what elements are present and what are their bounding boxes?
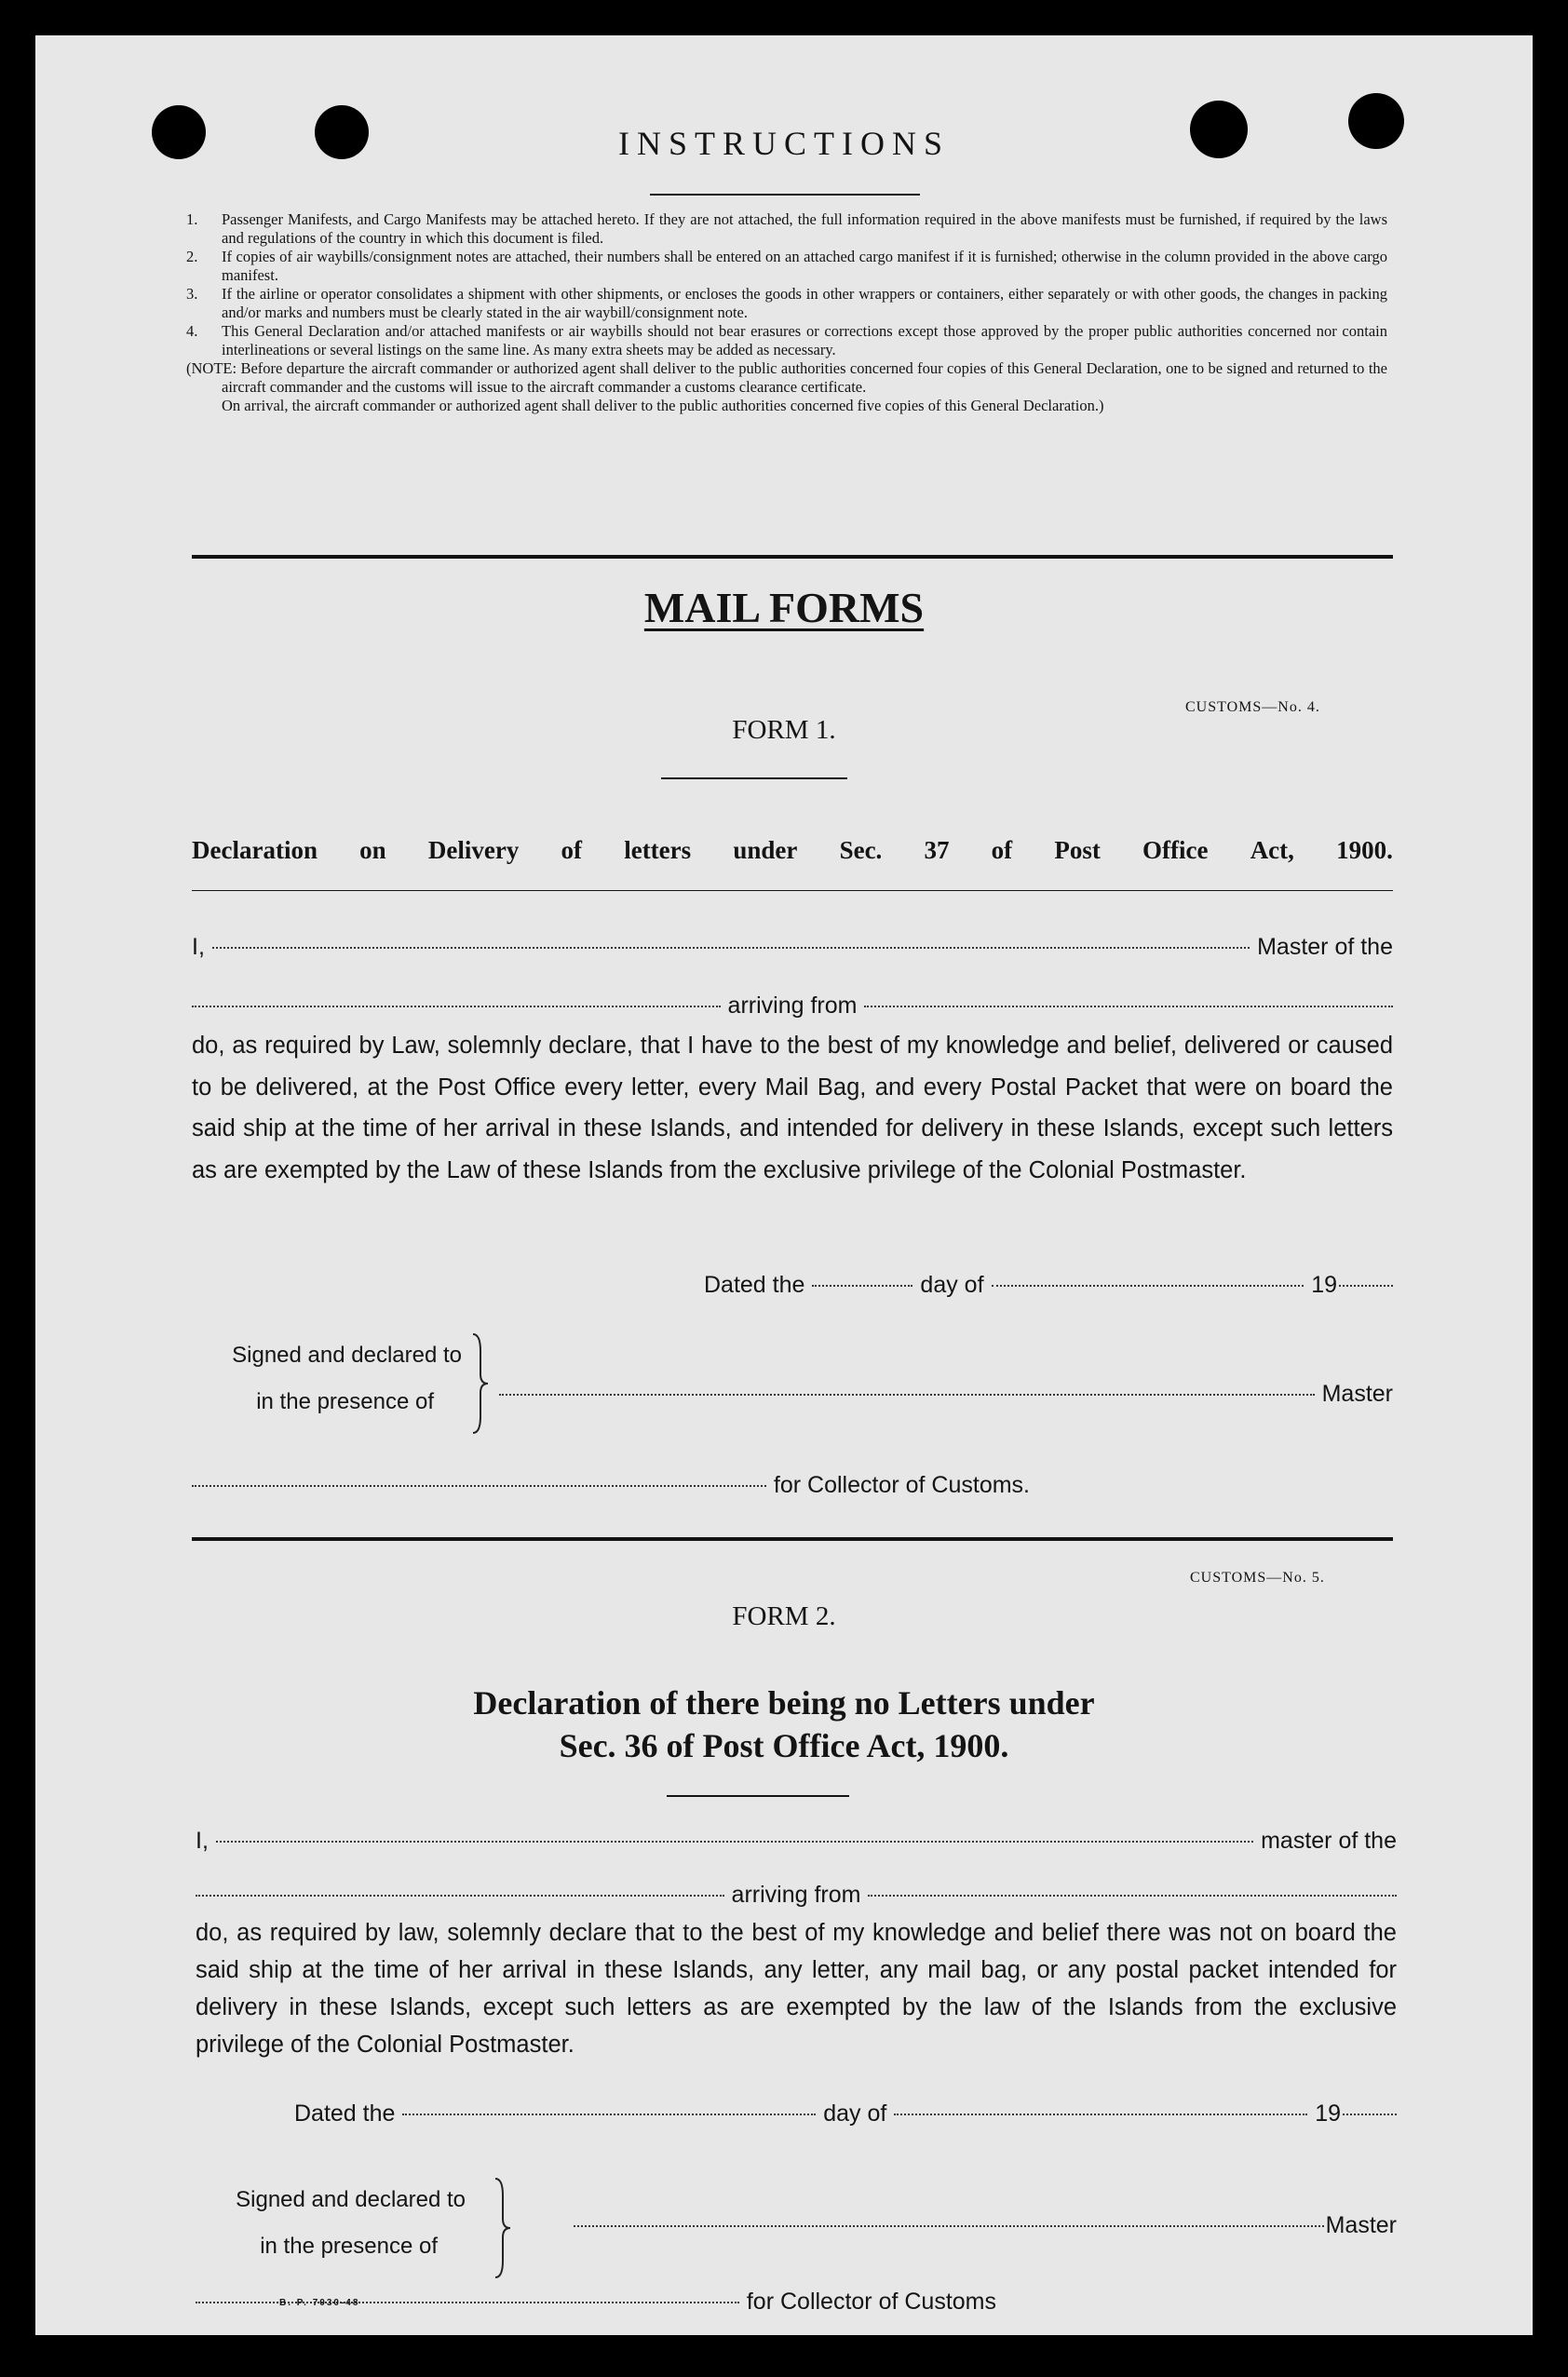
form1-heading-word: 1900. (1336, 836, 1393, 864)
form2-customs-number: CUSTOMS—No. 5. (1190, 1570, 1325, 1586)
form2-heading-line2: Sec. 36 of Post Office Act, 1900. (559, 1727, 1009, 1764)
form2-day-field[interactable] (402, 2114, 816, 2115)
instruction-text: If copies of air waybills/consignment notes are attached, their numbers shall be entered on an attached cargo manifest if it is furnished; otherwise in the column provided in the above cargo manifest. (222, 248, 1387, 284)
form2-signed-line2: in the presence of (260, 2234, 438, 2259)
form1-arriving-from-field[interactable] (864, 1006, 1393, 1007)
form1-collector-signature-field[interactable] (192, 1485, 766, 1487)
form1-heading-word: of (561, 836, 583, 864)
form2-ship-field[interactable] (196, 1895, 724, 1897)
form1-name-field[interactable] (212, 947, 1250, 949)
instruction-number: 4. (186, 322, 198, 340)
form2-body-text: do, as required by law, solemnly declare that to the best of my knowledge and belief there was not on board the said ship at the time of her arrival in these Islands, any letter, any mail bag, or any postal packet intended for delivery in these Islands, except such letters as are exempted by the law of the Islands from the exclusive privilege of the Colonial Postmaster. (196, 1920, 1397, 2058)
form1-day-of-label: day of (920, 1272, 984, 1298)
form1-arriving-from-label: arriving from (727, 993, 858, 1019)
form1-signed-line1: Signed and declared to (232, 1343, 462, 1368)
form1-signed-line2: in the presence of (256, 1389, 434, 1414)
form1-ship-field[interactable] (192, 1006, 721, 1007)
instructions-list (186, 210, 1387, 415)
form2-signed-line1: Signed and declared to (236, 2187, 466, 2212)
instruction-item (186, 285, 1387, 322)
form2-master-signature-field[interactable] (574, 2225, 1324, 2227)
instructions-bottom-rule (192, 555, 1393, 559)
instructions-divider (650, 194, 920, 196)
instruction-text: If the airline or operator consolidates a shipment with other shipments, or encloses the goods in other wrappers or containers, either separately or with other goods, the changes in packing and/or marks and numbers must be clearly stated in the air waybill/consignment note. (222, 285, 1387, 321)
form2-master-label: Master (1325, 2212, 1397, 2238)
form1-master-label: Master (1321, 1381, 1393, 1407)
form2-dated-the-label: Dated the (294, 2100, 396, 2127)
document-page (35, 35, 1533, 2335)
form1-title: FORM 1. (732, 715, 836, 745)
print-code: B. P. 7030-48 (279, 2298, 360, 2308)
form1-collector-label: for Collector of Customs. (773, 1472, 1030, 1498)
form2-year-prefix: 19 (1315, 2100, 1341, 2127)
form1-master-signature-field[interactable] (499, 1394, 1315, 1396)
form1-master-signature-line (499, 1381, 1393, 1408)
form1-signed-label (192, 1332, 462, 1425)
form1-heading-word: letters (624, 836, 692, 864)
form1-heading-word: Post (1054, 836, 1101, 864)
form1-heading-rule (192, 890, 1393, 891)
form2-arriving-from-label: arriving from (731, 1882, 861, 1908)
form2-collector-signature-field[interactable] (196, 2302, 739, 2303)
form1-master-of-the-label: Master of the (1257, 934, 1393, 960)
instruction-note: (NOTE: Before departure the aircraft commander or authorized agent shall deliver to the public authorities concerned four copies of this General Declaration, one to be signed and returned to the aircraft commander and the customs will issue to the aircraft commander a customs clearance certificate. (186, 359, 1387, 396)
form1-dated-line (704, 1272, 1393, 1299)
form2-heading-rule (667, 1795, 849, 1797)
form1-year-field[interactable] (1339, 1285, 1393, 1287)
form1-heading-word: Act, (1250, 836, 1294, 864)
instruction-text: Passenger Manifests, and Cargo Manifests may be attached hereto. If they are not attached, the full information required in the above manifests must be furnished, if required by the laws and regulations of the country in which this document is filed. (222, 210, 1387, 247)
form1-day-field[interactable] (812, 1285, 912, 1287)
form2-day-of-label: day of (823, 2100, 887, 2127)
instructions-title: INSTRUCTIONS (617, 125, 950, 162)
form1-heading-word: on (359, 836, 386, 864)
form1-heading-word: 37 (924, 836, 950, 864)
form2-arriving-from-field[interactable] (868, 1895, 1397, 1897)
form1-heading-word: of (991, 836, 1013, 864)
form2-heading (35, 1681, 1533, 1767)
form2-brace (493, 2177, 512, 2279)
form1-heading-word: Office (1142, 836, 1209, 864)
form1-year-prefix: 19 (1311, 1272, 1337, 1298)
form1-i-label: I, (192, 934, 205, 960)
form2-arriving-line (196, 1882, 1397, 1909)
instruction-text: This General Declaration and/or attached manifests or air waybills should not bear erasures or corrections except those approved by the proper public authorities concerned nor contain interlineations or several listings on the same line. As many extra sheets may be added as necessary. (222, 322, 1387, 358)
form2-name-line (196, 1828, 1397, 1855)
form1-arriving-line (192, 993, 1393, 1020)
instruction-item (186, 210, 1387, 248)
form2-dated-line (294, 2100, 1397, 2127)
instruction-note-arrival: On arrival, the aircraft commander or authorized agent shall deliver to the public authorities concerned five copies of this General Declaration.) (222, 397, 1104, 414)
instruction-number: 1. (186, 210, 198, 228)
form1-title-rule (661, 777, 847, 779)
form1-dated-the-label: Dated the (704, 1272, 805, 1298)
form2-collector-label: for Collector of Customs (746, 2289, 996, 2315)
form2-signed-label (196, 2177, 466, 2270)
form1-heading-word: Declaration (192, 836, 318, 864)
form1-heading-word: Sec. (839, 836, 883, 864)
instruction-item (186, 322, 1387, 359)
form2-heading-line1: Declaration of there being no Letters under (473, 1684, 1095, 1722)
form1-collector-line (192, 1472, 1030, 1499)
form1-brace (471, 1332, 490, 1435)
instruction-number: 3. (186, 285, 198, 303)
form-separator-rule (192, 1537, 1393, 1541)
form1-customs-number: CUSTOMS—No. 4. (1185, 699, 1320, 715)
form2-year-field[interactable] (1343, 2114, 1397, 2115)
form1-heading-word: Delivery (427, 836, 520, 864)
form2-title: FORM 2. (732, 1601, 836, 1631)
instruction-number: 2. (186, 248, 198, 265)
form1-heading-word: under (733, 836, 798, 864)
instruction-item (186, 248, 1387, 285)
form1-declaration-heading (192, 836, 1393, 865)
form2-master-of-the-label: master of the (1261, 1828, 1397, 1854)
page-title: MAIL FORMS (643, 584, 925, 631)
form2-name-field[interactable] (216, 1841, 1253, 1843)
form1-name-line (192, 934, 1393, 961)
form1-month-field[interactable] (992, 1285, 1304, 1287)
form2-master-signature-line (574, 2212, 1397, 2239)
form2-month-field[interactable] (894, 2114, 1307, 2115)
form2-i-label: I, (196, 1828, 209, 1854)
form1-body-text: do, as required by Law, solemnly declare, that I have to the best of my knowledge and belief, delivered or caused to be delivered, at the Post Office every letter, every Mail Bag, and every Postal Packet that were on board the said ship at the time of her arrival in these Islands, and intended for delivery in these Islands, except such letters as are exempted by the Law of these Islands from the exclusive privilege of the Colonial Postmaster. (192, 1033, 1393, 1183)
